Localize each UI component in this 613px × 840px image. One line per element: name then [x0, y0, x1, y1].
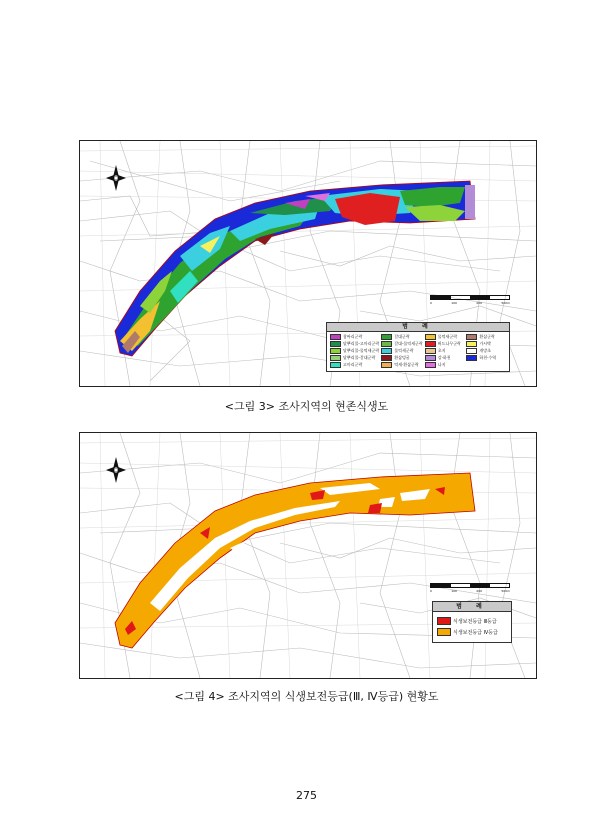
- legend-label: 참싸리군락: [343, 334, 363, 339]
- legend-item: [381, 362, 423, 368]
- legend-item: [330, 355, 379, 361]
- map-legend: [326, 322, 510, 372]
- legend-label: 식생보전등급 Ⅳ등급: [453, 629, 498, 636]
- legend-swatch: [437, 617, 451, 625]
- legend-item: [425, 362, 465, 368]
- legend-swatch: [466, 341, 477, 347]
- legend-swatch: [466, 334, 477, 340]
- legend-swatch: [381, 341, 392, 347]
- legend-label: 달뿌리풀-갈대군락: [343, 355, 376, 360]
- scale-label: 0: [430, 589, 432, 593]
- legend-item: [381, 334, 423, 340]
- scale-label: 100: [451, 589, 457, 593]
- figure-caption: <그림 4> 조사지역의 식생보전등급(Ⅲ, Ⅳ등급) 현황도: [174, 690, 439, 703]
- page-number: 275: [296, 789, 317, 802]
- legend-item: [466, 355, 506, 361]
- legend-swatch: [330, 362, 341, 368]
- scale-label: 200: [476, 589, 483, 593]
- legend-label: 버드나무군락: [437, 341, 461, 346]
- legend-item: [330, 341, 379, 347]
- legend-item: [425, 341, 465, 347]
- legend-swatch: [330, 334, 341, 340]
- legend-item: [425, 334, 465, 340]
- scale-label: 0: [430, 301, 432, 305]
- legend-items: [433, 612, 511, 641]
- legend-swatch: [330, 341, 341, 347]
- legend-item: [425, 348, 465, 354]
- legend-swatch: [466, 355, 477, 361]
- legend-label: 갈대군락: [394, 334, 410, 339]
- map-legend: [432, 601, 512, 643]
- legend-swatch: [381, 348, 392, 354]
- legend-item: [466, 348, 506, 354]
- legend-swatch: [425, 348, 436, 354]
- legend-items: [327, 332, 509, 370]
- legend-label: 고마리군락: [343, 362, 363, 367]
- scale-label: 500m: [501, 301, 510, 305]
- legend-title: 범 례: [327, 323, 509, 332]
- legend-swatch: [330, 355, 341, 361]
- legend-swatch: [466, 348, 477, 354]
- legend-item: [330, 334, 379, 340]
- legend-swatch: [425, 334, 436, 340]
- legend-item: [381, 348, 423, 354]
- legend-item: [466, 334, 506, 340]
- legend-swatch: [381, 355, 392, 361]
- legend-swatch: [437, 628, 451, 636]
- legend-swatch: [330, 348, 341, 354]
- legend-item: [466, 341, 506, 347]
- legend-label: 달뿌리풀-고마리군락: [343, 341, 380, 346]
- figure-caption: <그림 3> 조사지역의 현존식생도: [224, 400, 389, 413]
- legend-label: 물억새군락: [394, 348, 414, 353]
- legend-label: 강·하천: [437, 355, 451, 360]
- legend-title: 범 례: [433, 602, 511, 612]
- legend-label: 달뿌리풀-물억새군락: [343, 348, 380, 353]
- legend-swatch: [381, 334, 392, 340]
- legend-item: [437, 617, 507, 625]
- scale-label: 500m: [501, 589, 510, 593]
- legend-swatch: [425, 362, 436, 368]
- legend-label: 갈대-물억새군락: [394, 341, 423, 346]
- legend-label: 나지: [437, 362, 446, 367]
- conservation-grade-map-figure: [79, 432, 537, 679]
- north-arrow-icon: [104, 163, 128, 193]
- legend-label: 억새·환삼군락: [394, 362, 419, 367]
- legend-swatch: [381, 362, 392, 368]
- legend-label: 물억새군락: [437, 334, 458, 339]
- scale-label: 100: [451, 301, 457, 305]
- legend-item: [330, 348, 379, 354]
- legend-label: 환삼군락: [479, 334, 495, 339]
- legend-swatch: [425, 355, 436, 361]
- legend-item: [381, 355, 423, 361]
- legend-item: [381, 341, 423, 347]
- vegetation-map-figure: [79, 140, 537, 387]
- legend-label: 하천·수역: [479, 355, 497, 360]
- scale-label: 200: [476, 301, 483, 305]
- north-arrow-icon: [104, 455, 128, 485]
- scale-bar: [430, 583, 510, 593]
- legend-item: [425, 355, 465, 361]
- legend-label: 환삼덩굴: [394, 355, 410, 360]
- legend-swatch: [425, 341, 436, 347]
- legend-label: 초지: [437, 348, 446, 353]
- legend-item: [437, 628, 507, 636]
- legend-label: 식생보전등급 Ⅲ등급: [453, 618, 497, 625]
- legend-label: 가시박: [479, 341, 491, 346]
- legend-item: [330, 362, 379, 368]
- scale-bar: [430, 295, 510, 305]
- legend-label: 개망초: [479, 348, 491, 353]
